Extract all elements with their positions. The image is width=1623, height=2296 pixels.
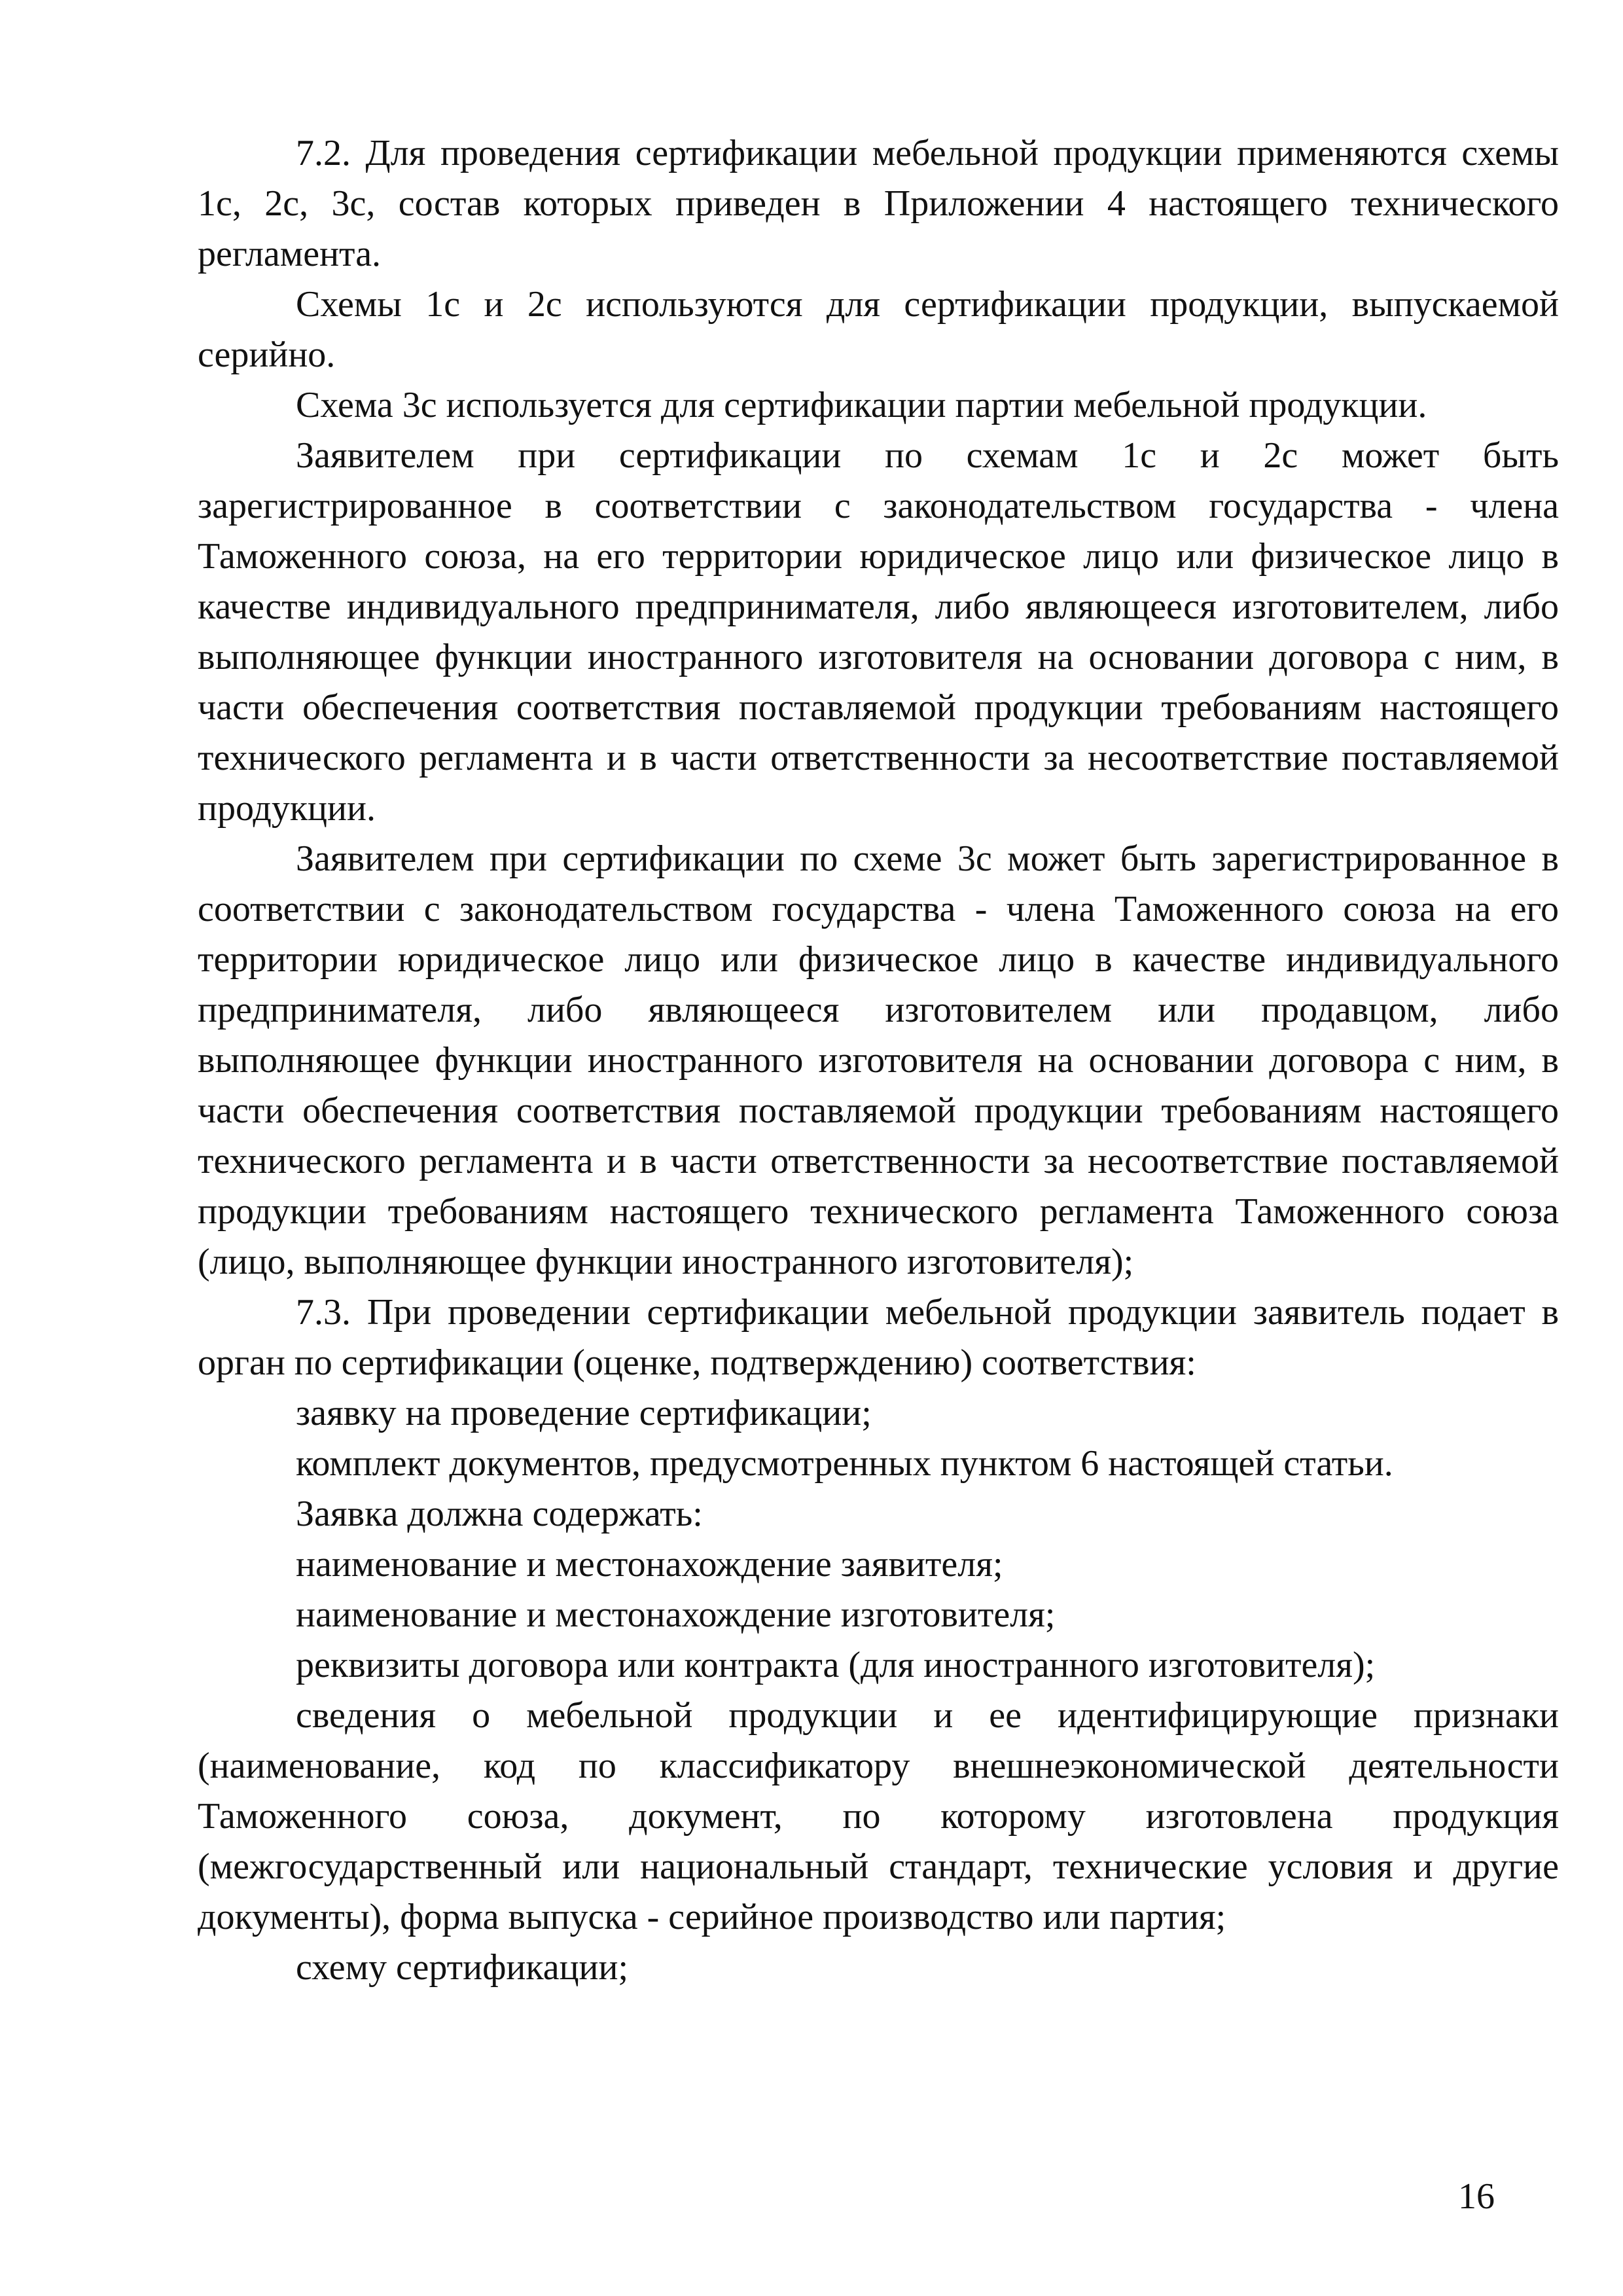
paragraph-7-2: 7.2. Для проведения сертификации мебельной продукции применяются схемы 1с, 2с, 3с, состав которых приведен в Приложении 4 настоящего технического регламента. (198, 133, 1559, 274)
list-item: Заявка должна содержать: (296, 1494, 703, 1534)
paragraph-applicant-3c: Заявителем при сертификации по схеме 3с может быть зарегистрированное в соответствии с законодательством государства - члена Таможенного союза на его территории юридическое лицо или физическое лицо в качестве индивидуального предпринимателя, либо являющееся изготовителем или продавцом, либо выполняющее функции иностранного изготовителя на основании договора с ним, в части обеспечения соответствия поставляемой продукции требованиям настоящего технического регламента и в части ответственности за несоответствие поставляемой продукции требованиям настоящего технического регламента Таможенного союза (лицо, выполняющее функции иностранного изготовителя); (198, 838, 1559, 1282)
paragraph-scheme-3c: Схема 3с используется для сертификации партии мебельной продукции. (296, 385, 1427, 425)
list-item: наименование и местонахождение изготовителя; (296, 1594, 1056, 1635)
list-item: заявку на проведение сертификации; (296, 1393, 872, 1433)
list-item: схему сертификации; (296, 1947, 629, 1988)
paragraph-7-3: 7.3. При проведении сертификации мебельной продукции заявитель подает в орган по сертификации (оценке, подтверждению) соответствия: (198, 1292, 1559, 1383)
paragraph-schemes-1c-2c: Схемы 1с и 2с используются для сертификации продукции, выпускаемой серийно. (198, 284, 1559, 375)
paragraph-product-info: сведения о мебельной продукции и ее идентифицирующие признаки (наименование, код по классификатору внешнеэкономической деятельности Таможенного союза, документ, по которому изготовлена продукция (межгосударственный или национальный стандарт, технические условия и другие документы), форма выпуска - серийное производство или партия; (198, 1695, 1559, 1937)
page-body (198, 128, 1559, 1993)
page-number: 16 (1458, 2176, 1495, 2217)
list-item: реквизиты договора или контракта (для иностранного изготовителя); (296, 1645, 1376, 1685)
paragraph-applicant-1c-2c: Заявителем при сертификации по схемам 1с и 2с может быть зарегистрированное в соответствии с законодательством государства - члена Таможенного союза, на его территории юридическое лицо или физическое лицо в качестве индивидуального предпринимателя, либо являющееся изготовителем, либо выполняющее функции иностранного изготовителя на основании договора с ним, в части обеспечения соответствия поставляемой продукции требованиям настоящего технического регламента и в части ответственности за несоответствие поставляемой продукции. (198, 435, 1559, 829)
list-item: комплект документов, предусмотренных пунктом 6 настоящей статьи. (296, 1443, 1393, 1484)
list-item: наименование и местонахождение заявителя; (296, 1544, 1003, 1585)
